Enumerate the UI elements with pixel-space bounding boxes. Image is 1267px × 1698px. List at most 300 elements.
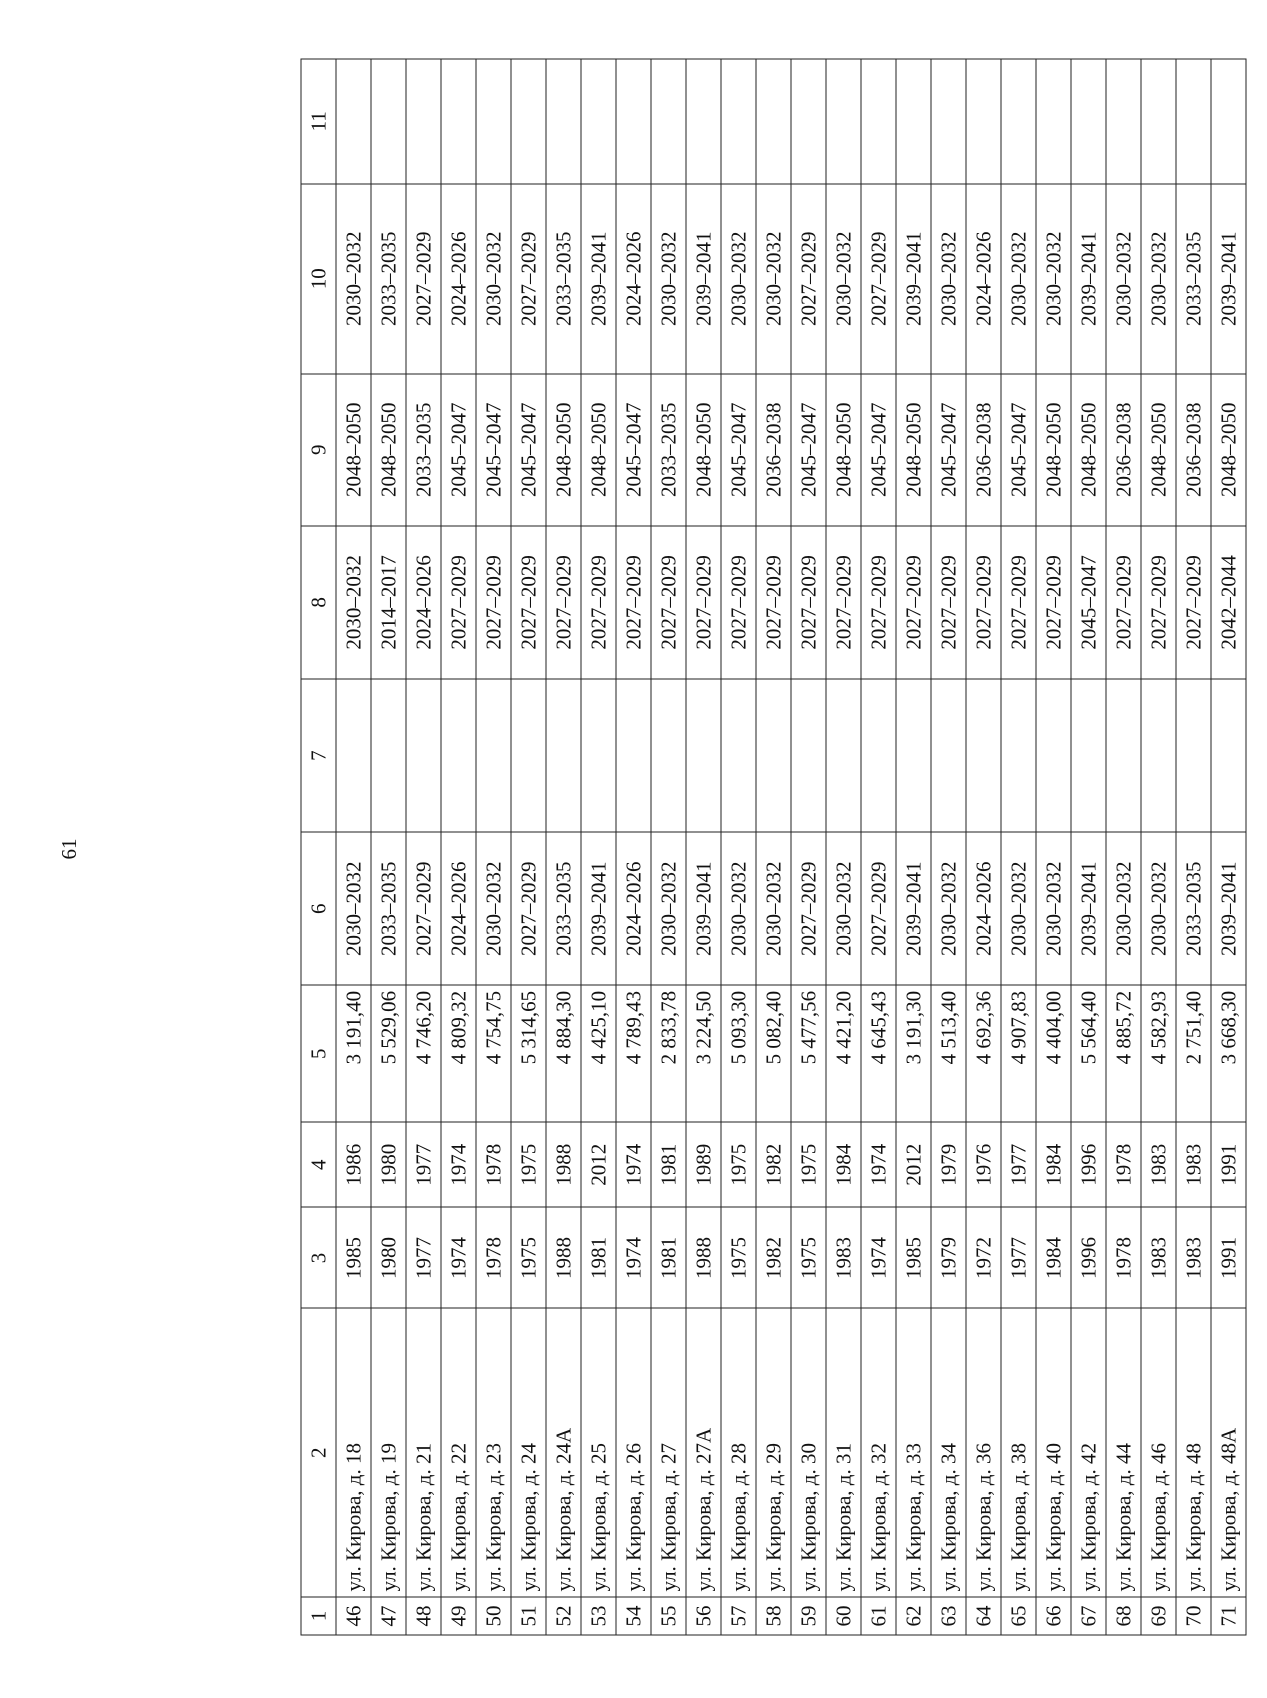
table-row (1071, 59, 1106, 1635)
period-cell: 2048–2050 (1141, 374, 1176, 526)
year-cell: 1986 (336, 1122, 371, 1208)
period-cell: 2039–2041 (1071, 184, 1106, 374)
period-cell: 2045–2047 (791, 374, 826, 526)
period-cell: 2048–2050 (896, 374, 931, 526)
period-cell: 2030–2032 (721, 832, 756, 985)
period-cell: 2036–2038 (756, 374, 791, 526)
year-cell: 1982 (756, 1207, 791, 1308)
period-cell (511, 679, 546, 832)
table-row (1211, 59, 1246, 1635)
address-cell: ул. Кирова, д. 48 (1176, 1308, 1211, 1597)
note-cell (581, 59, 616, 184)
period-cell: 2039–2041 (581, 832, 616, 985)
period-cell: 2027–2029 (861, 184, 896, 374)
period-cell: 2027–2029 (861, 832, 896, 985)
year-cell: 1985 (336, 1207, 371, 1308)
year-cell: 1974 (441, 1122, 476, 1208)
period-cell: 2030–2032 (756, 184, 791, 374)
year-cell: 1984 (1036, 1207, 1071, 1308)
year-cell: 1988 (546, 1207, 581, 1308)
note-cell (791, 59, 826, 184)
period-cell: 2045–2047 (476, 374, 511, 526)
period-cell: 2030–2032 (336, 184, 371, 374)
note-cell (1176, 59, 1211, 184)
table-row (406, 59, 441, 1635)
period-cell (1001, 679, 1036, 832)
row-number-cell: 66 (1036, 1597, 1071, 1635)
table-row (476, 59, 511, 1635)
value-cell: 3 191,40 (336, 985, 371, 1122)
note-cell (1071, 59, 1106, 184)
year-cell: 1975 (721, 1207, 756, 1308)
address-cell: ул. Кирова, д. 40 (1036, 1308, 1071, 1597)
address-cell: ул. Кирова, д. 19 (371, 1308, 406, 1597)
year-cell: 1984 (826, 1122, 861, 1208)
value-cell: 5 082,40 (756, 985, 791, 1122)
value-cell: 4 754,75 (476, 985, 511, 1122)
year-cell: 1974 (861, 1122, 896, 1208)
address-cell: ул. Кирова, д. 26 (616, 1308, 651, 1597)
period-cell: 2033–2035 (651, 374, 686, 526)
period-cell (966, 679, 1001, 832)
period-cell: 2039–2041 (581, 184, 616, 374)
address-cell: ул. Кирова, д. 29 (756, 1308, 791, 1597)
year-cell: 2012 (581, 1122, 616, 1208)
note-cell (966, 59, 1001, 184)
period-cell: 2024–2026 (616, 832, 651, 985)
period-cell: 2030–2032 (826, 184, 861, 374)
note-cell (931, 59, 966, 184)
value-cell: 4 404,00 (1036, 985, 1071, 1122)
address-cell: ул. Кирова, д. 24 (511, 1308, 546, 1597)
period-cell: 2030–2032 (721, 184, 756, 374)
address-cell: ул. Кирова, д. 42 (1071, 1308, 1106, 1597)
value-cell: 4 692,36 (966, 985, 1001, 1122)
table-row (686, 59, 721, 1635)
period-cell: 2048–2050 (581, 374, 616, 526)
period-cell: 2039–2041 (896, 184, 931, 374)
row-number-cell: 48 (406, 1597, 441, 1635)
period-cell (441, 679, 476, 832)
value-cell: 4 809,32 (441, 985, 476, 1122)
column-header: 11 (301, 59, 336, 184)
period-cell: 2030–2032 (826, 832, 861, 985)
period-cell: 2027–2029 (406, 832, 441, 985)
period-cell: 2024–2026 (966, 184, 1001, 374)
year-cell: 1983 (1176, 1207, 1211, 1308)
row-number-cell: 56 (686, 1597, 721, 1635)
column-header: 10 (301, 184, 336, 374)
period-cell: 2033–2035 (546, 832, 581, 985)
year-cell: 1985 (896, 1207, 931, 1308)
value-cell: 4 746,20 (406, 985, 441, 1122)
data-table (301, 59, 1247, 1636)
year-cell: 1975 (791, 1207, 826, 1308)
year-cell: 1996 (1071, 1207, 1106, 1308)
row-number-cell: 65 (1001, 1597, 1036, 1635)
value-cell: 4 884,30 (546, 985, 581, 1122)
year-cell: 1972 (966, 1207, 1001, 1308)
table-row (546, 59, 581, 1635)
row-number-cell: 68 (1106, 1597, 1141, 1635)
year-cell: 1981 (651, 1207, 686, 1308)
period-cell: 2039–2041 (1211, 184, 1246, 374)
address-cell: ул. Кирова, д. 27А (686, 1308, 721, 1597)
period-cell: 2027–2029 (791, 832, 826, 985)
period-cell: 2048–2050 (546, 374, 581, 526)
period-cell: 2027–2029 (441, 526, 476, 679)
column-header: 9 (301, 374, 336, 526)
row-number-cell: 69 (1141, 1597, 1176, 1635)
table-container (301, 59, 1267, 1636)
value-cell: 2 833,78 (651, 985, 686, 1122)
period-cell: 2030–2032 (476, 832, 511, 985)
period-cell: 2027–2029 (1106, 526, 1141, 679)
table-row (791, 59, 826, 1635)
period-cell: 2045–2047 (861, 374, 896, 526)
period-cell (1106, 679, 1141, 832)
address-cell: ул. Кирова, д. 21 (406, 1308, 441, 1597)
period-cell: 2039–2041 (686, 184, 721, 374)
row-number-cell: 49 (441, 1597, 476, 1635)
period-cell (791, 679, 826, 832)
year-cell: 1981 (581, 1207, 616, 1308)
value-cell: 5 093,30 (721, 985, 756, 1122)
period-cell: 2030–2032 (1141, 184, 1176, 374)
note-cell (441, 59, 476, 184)
year-cell: 1978 (476, 1122, 511, 1208)
value-cell: 4 885,72 (1106, 985, 1141, 1122)
note-cell (406, 59, 441, 184)
period-cell (371, 679, 406, 832)
address-cell: ул. Кирова, д. 22 (441, 1308, 476, 1597)
period-cell: 2027–2029 (1001, 526, 1036, 679)
note-cell (546, 59, 581, 184)
value-cell: 4 789,43 (616, 985, 651, 1122)
period-cell: 2027–2029 (791, 526, 826, 679)
period-cell: 2027–2029 (651, 526, 686, 679)
year-cell: 1974 (616, 1207, 651, 1308)
row-number-cell: 46 (336, 1597, 371, 1635)
period-cell: 2030–2032 (336, 832, 371, 985)
period-cell: 2039–2041 (896, 832, 931, 985)
page-number: 61 (57, 838, 81, 860)
value-cell: 4 421,20 (826, 985, 861, 1122)
period-cell (861, 679, 896, 832)
period-cell (1211, 679, 1246, 832)
period-cell: 2024–2026 (441, 184, 476, 374)
table-row (931, 59, 966, 1635)
period-cell: 2030–2032 (651, 184, 686, 374)
period-cell: 2045–2047 (1001, 374, 1036, 526)
row-number-cell: 62 (896, 1597, 931, 1635)
period-cell (931, 679, 966, 832)
period-cell: 2030–2032 (1106, 832, 1141, 985)
note-cell (826, 59, 861, 184)
period-cell: 2024–2026 (966, 832, 1001, 985)
table-row (441, 59, 476, 1635)
period-cell: 2027–2029 (686, 526, 721, 679)
column-header: 4 (301, 1122, 336, 1208)
period-cell: 2045–2047 (441, 374, 476, 526)
period-cell: 2048–2050 (826, 374, 861, 526)
table-body (336, 59, 1246, 1635)
year-cell: 1975 (721, 1122, 756, 1208)
year-cell: 1983 (1141, 1122, 1176, 1208)
period-cell: 2027–2029 (791, 184, 826, 374)
period-cell (1176, 679, 1211, 832)
value-cell: 3 668,30 (1211, 985, 1246, 1122)
year-cell: 1978 (1106, 1207, 1141, 1308)
period-cell (826, 679, 861, 832)
year-cell: 2012 (896, 1122, 931, 1208)
period-cell: 2030–2032 (1106, 184, 1141, 374)
value-cell: 4 513,40 (931, 985, 966, 1122)
period-cell (896, 679, 931, 832)
period-cell: 2030–2032 (651, 832, 686, 985)
value-cell: 4 425,10 (581, 985, 616, 1122)
year-cell: 1978 (476, 1207, 511, 1308)
year-cell: 1980 (371, 1122, 406, 1208)
address-cell: ул. Кирова, д. 30 (791, 1308, 826, 1597)
period-cell: 2027–2029 (896, 526, 931, 679)
address-cell: ул. Кирова, д. 44 (1106, 1308, 1141, 1597)
period-cell: 2027–2029 (476, 526, 511, 679)
period-cell: 2014–2017 (371, 526, 406, 679)
period-cell: 2027–2029 (406, 184, 441, 374)
period-cell: 2036–2038 (966, 374, 1001, 526)
period-cell: 2027–2029 (721, 526, 756, 679)
period-cell: 2027–2029 (511, 184, 546, 374)
row-number-cell: 55 (651, 1597, 686, 1635)
year-cell: 1975 (511, 1122, 546, 1208)
value-cell: 2 751,40 (1176, 985, 1211, 1122)
period-cell: 2033–2035 (371, 184, 406, 374)
note-cell (1106, 59, 1141, 184)
row-number-cell: 51 (511, 1597, 546, 1635)
period-cell: 2048–2050 (371, 374, 406, 526)
note-cell (721, 59, 756, 184)
period-cell (581, 679, 616, 832)
column-header: 7 (301, 679, 336, 832)
value-cell: 3 191,30 (896, 985, 931, 1122)
period-cell: 2033–2035 (371, 832, 406, 985)
period-cell: 2027–2029 (966, 526, 1001, 679)
row-number-cell: 70 (1176, 1597, 1211, 1635)
address-cell: ул. Кирова, д. 31 (826, 1308, 861, 1597)
year-cell: 1996 (1071, 1122, 1106, 1208)
year-cell: 1980 (371, 1207, 406, 1308)
address-cell: ул. Кирова, д. 32 (861, 1308, 896, 1597)
address-cell: ул. Кирова, д. 25 (581, 1308, 616, 1597)
address-cell: ул. Кирова, д. 23 (476, 1308, 511, 1597)
period-cell: 2030–2032 (1036, 184, 1071, 374)
period-cell: 2027–2029 (931, 526, 966, 679)
year-cell: 1991 (1211, 1122, 1246, 1208)
year-cell: 1983 (826, 1207, 861, 1308)
period-cell: 2033–2035 (406, 374, 441, 526)
period-cell: 2030–2032 (336, 526, 371, 679)
address-cell: ул. Кирова, д. 27 (651, 1308, 686, 1597)
value-cell: 4 645,43 (861, 985, 896, 1122)
period-cell: 2030–2032 (931, 832, 966, 985)
row-number-cell: 53 (581, 1597, 616, 1635)
period-cell: 2048–2050 (686, 374, 721, 526)
period-cell: 2036–2038 (1106, 374, 1141, 526)
row-number-cell: 61 (861, 1597, 896, 1635)
table-row (721, 59, 756, 1635)
period-cell: 2045–2047 (616, 374, 651, 526)
year-cell: 1975 (791, 1122, 826, 1208)
period-cell: 2030–2032 (1141, 832, 1176, 985)
year-cell: 1977 (1001, 1122, 1036, 1208)
row-number-cell: 67 (1071, 1597, 1106, 1635)
table-row (861, 59, 896, 1635)
year-cell: 1979 (931, 1122, 966, 1208)
year-cell: 1975 (511, 1207, 546, 1308)
note-cell (1036, 59, 1071, 184)
year-cell: 1977 (1001, 1207, 1036, 1308)
period-cell: 2030–2032 (1036, 832, 1071, 985)
year-cell: 1977 (406, 1207, 441, 1308)
address-cell: ул. Кирова, д. 18 (336, 1308, 371, 1597)
period-cell: 2027–2029 (756, 526, 791, 679)
period-cell (1141, 679, 1176, 832)
year-cell: 1974 (441, 1207, 476, 1308)
year-cell: 1979 (931, 1207, 966, 1308)
table-row (581, 59, 616, 1635)
period-cell: 2030–2032 (931, 184, 966, 374)
row-number-cell: 54 (616, 1597, 651, 1635)
table-row (371, 59, 406, 1635)
period-cell: 2048–2050 (336, 374, 371, 526)
note-cell (1211, 59, 1246, 184)
period-cell: 2027–2029 (1176, 526, 1211, 679)
address-cell: ул. Кирова, д. 38 (1001, 1308, 1036, 1597)
period-cell: 2039–2041 (686, 832, 721, 985)
period-cell (651, 679, 686, 832)
column-header: 2 (301, 1308, 336, 1597)
period-cell: 2036–2038 (1176, 374, 1211, 526)
period-cell: 2027–2029 (511, 832, 546, 985)
period-cell (1036, 679, 1071, 832)
note-cell (896, 59, 931, 184)
row-number-cell: 63 (931, 1597, 966, 1635)
table-row (1036, 59, 1071, 1635)
row-number-cell: 47 (371, 1597, 406, 1635)
period-cell (406, 679, 441, 832)
period-cell: 2048–2050 (1211, 374, 1246, 526)
table-row (1176, 59, 1211, 1635)
table-row (511, 59, 546, 1635)
row-number-cell: 58 (756, 1597, 791, 1635)
period-cell: 2027–2029 (581, 526, 616, 679)
address-cell: ул. Кирова, д. 33 (896, 1308, 931, 1597)
period-cell: 2030–2032 (756, 832, 791, 985)
year-cell: 1991 (1211, 1207, 1246, 1308)
note-cell (336, 59, 371, 184)
period-cell: 2027–2029 (546, 526, 581, 679)
year-cell: 1977 (406, 1122, 441, 1208)
period-cell (336, 679, 371, 832)
period-cell (616, 679, 651, 832)
table-row (336, 59, 371, 1635)
note-cell (1001, 59, 1036, 184)
row-number-cell: 59 (791, 1597, 826, 1635)
value-cell: 4 907,83 (1001, 985, 1036, 1122)
year-cell: 1982 (756, 1122, 791, 1208)
value-cell: 5 529,06 (371, 985, 406, 1122)
period-cell: 2039–2041 (1071, 832, 1106, 985)
value-cell: 3 224,50 (686, 985, 721, 1122)
row-number-cell: 64 (966, 1597, 1001, 1635)
year-cell: 1988 (546, 1122, 581, 1208)
year-cell: 1976 (966, 1122, 1001, 1208)
table-row (1001, 59, 1036, 1635)
address-cell: ул. Кирова, д. 28 (721, 1308, 756, 1597)
period-cell: 2027–2029 (826, 526, 861, 679)
period-cell: 2024–2026 (616, 184, 651, 374)
row-number-cell: 60 (826, 1597, 861, 1635)
period-cell: 2027–2029 (1036, 526, 1071, 679)
period-cell: 2045–2047 (721, 374, 756, 526)
period-cell: 2024–2026 (406, 526, 441, 679)
table-row (826, 59, 861, 1635)
column-header: 5 (301, 985, 336, 1122)
period-cell: 2045–2047 (511, 374, 546, 526)
period-cell: 2024–2026 (441, 832, 476, 985)
period-cell: 2045–2047 (1071, 526, 1106, 679)
note-cell (756, 59, 791, 184)
period-cell (1071, 679, 1106, 832)
year-cell: 1974 (616, 1122, 651, 1208)
period-cell: 2033–2035 (1176, 832, 1211, 985)
column-header: 1 (301, 1597, 336, 1635)
note-cell (616, 59, 651, 184)
header-row (301, 59, 336, 1635)
year-cell: 1989 (686, 1122, 721, 1208)
period-cell: 2039–2041 (1211, 832, 1246, 985)
period-cell: 2027–2029 (861, 526, 896, 679)
table-row (966, 59, 1001, 1635)
value-cell: 5 477,56 (791, 985, 826, 1122)
period-cell: 2027–2029 (1141, 526, 1176, 679)
row-number-cell: 71 (1211, 1597, 1246, 1635)
note-cell (651, 59, 686, 184)
note-cell (686, 59, 721, 184)
note-cell (861, 59, 896, 184)
column-header: 8 (301, 526, 336, 679)
period-cell: 2033–2035 (1176, 184, 1211, 374)
year-cell: 1983 (1141, 1207, 1176, 1308)
table-row (616, 59, 651, 1635)
period-cell (721, 679, 756, 832)
table-row (1106, 59, 1141, 1635)
address-cell: ул. Кирова, д. 34 (931, 1308, 966, 1597)
period-cell: 2045–2047 (931, 374, 966, 526)
address-cell: ул. Кирова, д. 24А (546, 1308, 581, 1597)
note-cell (511, 59, 546, 184)
column-header: 6 (301, 832, 336, 985)
period-cell (546, 679, 581, 832)
period-cell: 2030–2032 (1001, 184, 1036, 374)
period-cell (686, 679, 721, 832)
year-cell: 1978 (1106, 1122, 1141, 1208)
period-cell: 2042–2044 (1211, 526, 1246, 679)
period-cell: 2033–2035 (546, 184, 581, 374)
column-header: 3 (301, 1207, 336, 1308)
year-cell: 1988 (686, 1207, 721, 1308)
